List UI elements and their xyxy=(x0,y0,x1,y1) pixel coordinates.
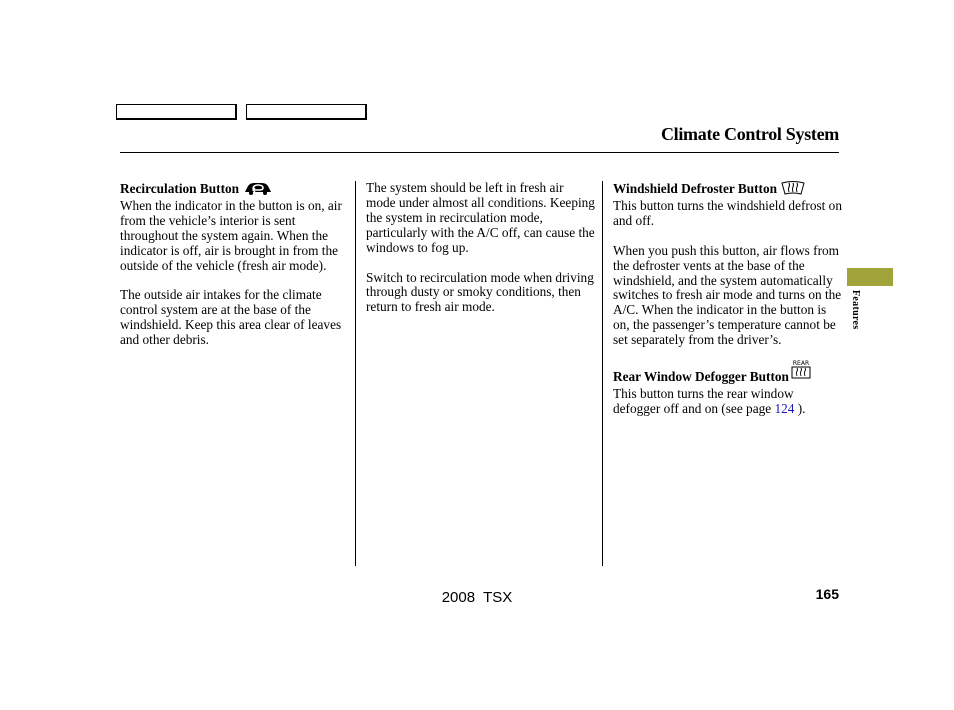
rear-defogger-icon xyxy=(791,359,811,383)
recirculation-paragraph-2: The outside air intakes for the climate control system are at the base of the windshield. Keep this area clear of leaves and other debris. xyxy=(120,287,342,348)
recirculation-paragraph-1: When the indicator in the button is on, air from the vehicle’s interior is sent throughout the system again. When the indicator is off, air is brought in from the outside of the vehicle (fresh air mode). xyxy=(120,197,342,273)
windshield-defroster-icon xyxy=(781,181,805,199)
recirculation-icon xyxy=(243,181,273,199)
rear-defogger-heading-line xyxy=(613,360,843,387)
column-divider xyxy=(602,181,603,566)
footer-model: 2008 TSX xyxy=(441,589,513,606)
page-title: Climate Control System xyxy=(660,124,839,144)
rear-defogger-text-end: ). xyxy=(794,400,806,416)
rear-defogger-paragraph xyxy=(613,387,843,417)
rear-icon-label: REAR xyxy=(792,360,810,368)
defroster-paragraph-2: When you push this button, air flows from the defroster vents at the base of the windshield, and the system automatically switches to fresh air mode and turns on the A/C. When the indicator in the button is on, the passenger’s temperature cannot be set separately from the driver’s. xyxy=(613,242,842,348)
rear-defogger-heading: Rear Window Defogger Button xyxy=(613,369,789,385)
column-divider xyxy=(355,181,356,566)
page-124-link[interactable]: 124 xyxy=(774,400,795,416)
recirculation-heading: Recirculation Button xyxy=(120,181,240,196)
fresh-air-paragraph-1: The system should be left in fresh air mode under almost all conditions. Keeping the system in recirculation mode, particularly with the A/C off, can cause the windows to fog up. xyxy=(366,180,595,255)
rear-defogger-text: This button turns the rear window defogger off and on (see page xyxy=(613,385,794,416)
fresh-air-paragraph-2: Switch to recirculation mode when driving through dusty or smoky conditions, then return to fresh air mode. xyxy=(366,269,594,315)
section-tab[interactable] xyxy=(847,268,893,286)
column-recirculation xyxy=(120,181,348,348)
column-defroster xyxy=(613,181,843,417)
title-divider xyxy=(120,152,839,153)
recirculation-heading-line xyxy=(120,181,348,199)
defroster-heading-line xyxy=(613,181,843,199)
page-number: 165 xyxy=(815,586,839,602)
nav-previous-button[interactable] xyxy=(116,104,237,120)
column-fresh-air xyxy=(366,181,596,315)
defroster-heading: Windshield Defroster Button xyxy=(613,181,778,196)
section-label: Features xyxy=(850,290,861,330)
nav-next-button[interactable] xyxy=(246,104,367,120)
defroster-paragraph-1: This button turns the windshield defrost on and off. xyxy=(613,197,842,228)
